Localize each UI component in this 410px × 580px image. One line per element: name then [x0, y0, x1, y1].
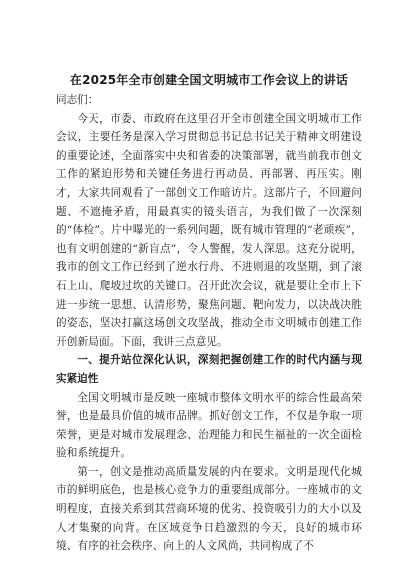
section-paragraph: 第一，创文是推动高质量发展的内在要求。文明是现代化城市的鲜明底色，也是核心竞争力的重要组成部分。一座城市的文明程度，直接关系到其营商环境的优劣、投资吸引力的大小以及人才集聚的向背。在区域竞争日趋激烈的今天，良好的城市环境、有序的社会秩序、向上的人文风尚，共同构成了不	[56, 465, 362, 553]
section-paragraph: 全国文明城市是反映一座城市整体文明水平的综合性最高荣誉，也是最具价值的城市品牌。抓好创文工作，不仅是争取一项荣誉，更是对城市发展理念、治理能力和民生福祉的一次全面检验和系统提升。	[56, 391, 362, 460]
section-heading: 一、提升站位深化认识，深刻把握创建工作的时代内涵与现实紧迫性	[56, 354, 362, 385]
salutation: 同志们：	[56, 94, 99, 106]
document-page	[56, 72, 362, 556]
opening-paragraph: 今天，市委、市政府在这里召开全市创建全国文明城市工作会议，主要任务是深入学习贯彻总书记总书记关于精神文明建设的重要论述，全面落实中央和省委的决策部署，就当前我市创文工作的紧迫形势和关键任务进行再动员、再部署、再压实。刚才，大家共同观看了一部创文工作暗访片。这部片子，不回避问题、不遮掩矛盾，用最真实的镜头语言，为我们做了一次深刻的“体检”。片中曝光的一系列问题，既有城市管理的“老顽疾”，也有文明创建的“新盲点”，令人警醒，发人深思。这充分说明，我市的创文工作已经到了逆水行舟、不进则退的攻坚期，到了滚石上山、爬坡过坎的关键口。召开此次会议，就是要让全市上下进一步统一思想、认清形势，聚焦问题、靶向发力，以决战决胜的姿态，坚决打赢这场创文攻坚战，推动全市文明城市创建工作开创新局面。下面，我讲三点意见。	[56, 112, 362, 348]
document-title: 在2025年全市创建全国文明城市工作会议上的讲话	[69, 73, 349, 87]
